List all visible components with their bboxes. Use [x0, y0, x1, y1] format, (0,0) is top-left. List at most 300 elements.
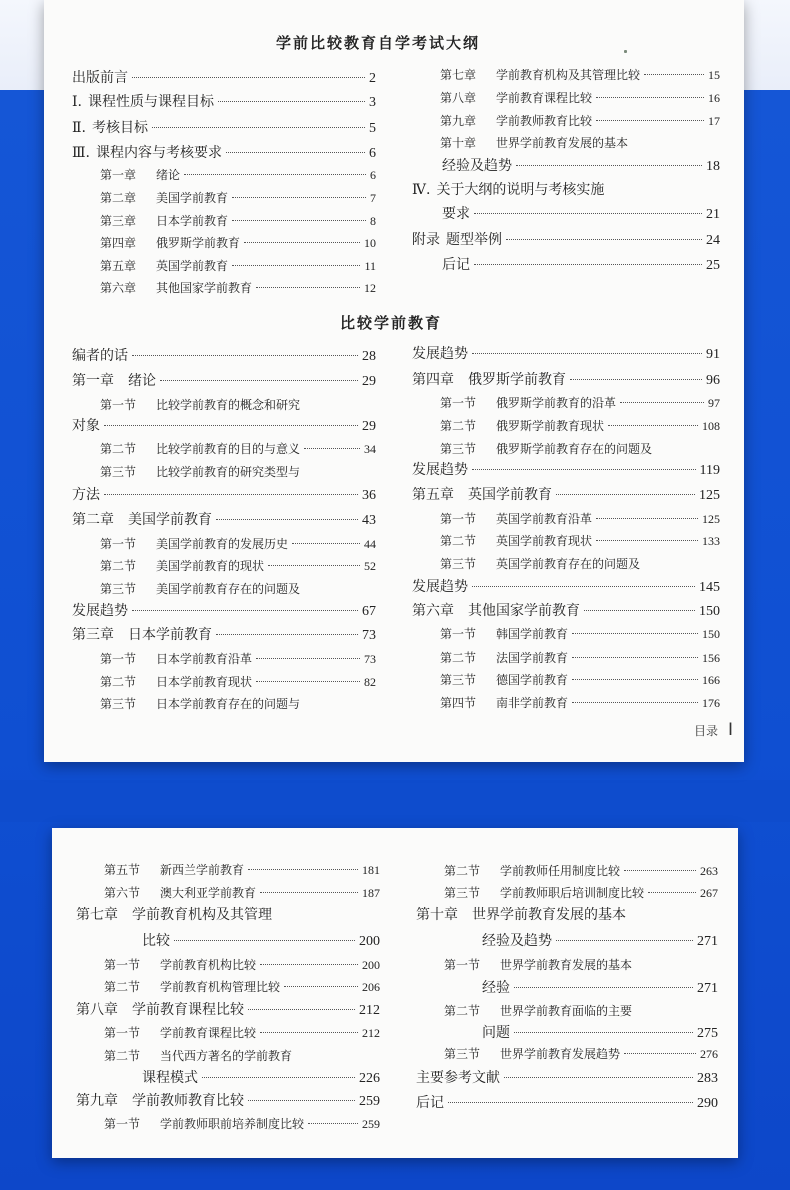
toc-entry [72, 143, 376, 163]
toc-page-2 [52, 828, 738, 1158]
toc-entry [76, 1000, 380, 1020]
toc-entry-page: 181 [362, 863, 380, 877]
toc-leader-dots [256, 681, 360, 682]
toc-entry-title: 经验及趋势 [442, 158, 512, 174]
toc-entry-page: 73 [362, 628, 376, 643]
toc-entry-title: 课程内容与考核要求 [95, 145, 222, 161]
toc-entry [444, 883, 718, 903]
toc-entry-page: 91 [706, 347, 720, 362]
toc-entry-title: 发展趋势 [412, 346, 468, 362]
toc-entry [100, 579, 376, 599]
toc-entry [104, 883, 380, 903]
toc-leader-dots [596, 518, 698, 519]
toc-entry [100, 439, 376, 459]
toc-entry-number: 第二章 [100, 191, 137, 205]
toc-entry-title: 关于大纲的说明与考核实施 [436, 182, 605, 198]
toc-entry-number: 第九章 [440, 114, 477, 128]
toc-leader-dots [104, 425, 358, 426]
toc-entry [104, 977, 380, 997]
toc-entry-page: 150 [702, 627, 720, 641]
toc-entry-number: 第三节 [440, 442, 477, 456]
toc-leader-dots [132, 610, 358, 611]
toc-entry-number: 第二章 [72, 512, 114, 528]
page-footer [694, 720, 733, 740]
toc-leader-dots [132, 355, 358, 356]
toc-entry-number: 第五节 [104, 863, 141, 877]
toc-entry-title: 问题 [482, 1025, 510, 1041]
toc-entry [100, 211, 376, 231]
toc-entry-title: 日本学前教育 [128, 627, 212, 643]
toc-entry [100, 165, 376, 185]
toc-entry-number: 第二节 [444, 864, 481, 878]
toc-entry-page: 6 [370, 168, 376, 182]
toc-entry [440, 531, 720, 551]
toc-leader-dots [556, 494, 695, 495]
toc-entry-number: 第六章 [100, 281, 137, 295]
toc-entry-page: 259 [359, 1094, 380, 1109]
toc-leader-dots [292, 543, 360, 544]
toc-entry-page: 28 [362, 349, 376, 364]
toc-entry [72, 371, 376, 391]
toc-leader-dots [620, 402, 704, 403]
toc-entry-page: 156 [702, 651, 720, 665]
toc-entry [100, 256, 376, 276]
toc-entry-title: 对象 [72, 418, 100, 434]
toc-entry-number: 第一章 [72, 373, 114, 389]
toc-leader-dots [260, 1032, 358, 1033]
toc-entry-number: 第七章 [76, 907, 118, 923]
toc-leader-dots [202, 1077, 355, 1078]
toc-entry-number: 第二节 [104, 1049, 141, 1063]
toc-entry [76, 1091, 380, 1111]
toc-entry-number: 第一节 [100, 398, 137, 412]
toc-entry [72, 601, 376, 621]
toc-leader-dots [472, 469, 696, 470]
toc-entry [482, 978, 718, 998]
toc-entry-title: 德国学前教育 [496, 673, 569, 687]
toc-entry [440, 693, 720, 713]
toc-entry [104, 1114, 380, 1134]
toc-leader-dots [260, 892, 358, 893]
toc-entry-page: 206 [362, 980, 380, 994]
toc-entry-page: 34 [364, 442, 376, 456]
toc-entry-title: 后记 [442, 257, 470, 273]
toc-entry-title: 比较学前教育的概念和研究 [156, 398, 301, 412]
toc-entry-title: 英国学前教育 [468, 487, 552, 503]
toc-entry-title: 俄罗斯学前教育 [468, 372, 566, 388]
toc-entry [72, 118, 376, 138]
toc-entry-page: 11 [364, 259, 376, 273]
toc-leader-dots [216, 519, 358, 520]
toc-entry-number: 第三节 [440, 557, 477, 571]
toc-entry-title: 发展趋势 [72, 603, 128, 619]
toc-leader-dots [506, 239, 702, 240]
toc-entry-title: 比较学前教育的研究类型与 [156, 465, 301, 479]
toc-entry-number: 第九章 [76, 1093, 118, 1109]
toc-entry-title: 经验及趋势 [482, 933, 552, 949]
toc-leader-dots [474, 213, 702, 214]
toc-entry-page: 8 [370, 214, 376, 228]
toc-entry-page: 25 [706, 258, 720, 273]
toc-entry-title: 英国学前教育沿革 [496, 512, 593, 526]
toc-page-1 [44, 0, 744, 762]
toc-entry [72, 346, 376, 366]
toc-leader-dots [132, 77, 365, 78]
toc-leader-dots [570, 379, 702, 380]
toc-entry-page: 96 [706, 373, 720, 388]
toc-entry [440, 439, 720, 459]
toc-entry-title: 学前教育课程比较 [496, 91, 593, 105]
toc-entry-number: 第三章 [72, 627, 114, 643]
toc-entry-page: 275 [697, 1026, 718, 1041]
toc-entry-number: 第二节 [100, 675, 137, 689]
toc-entry [100, 672, 376, 692]
toc-entry-number: 第三节 [444, 886, 481, 900]
toc-entry [440, 416, 720, 436]
toc-entry-page: 36 [362, 488, 376, 503]
toc-leader-dots [152, 127, 365, 128]
toc-entry-number: 第一章 [100, 168, 137, 182]
toc-entry-page: 10 [364, 236, 376, 250]
toc-entry [72, 510, 376, 530]
toc-leader-dots [596, 97, 704, 98]
toc-entry-title: 发展趋势 [412, 579, 468, 595]
toc-entry-title: 考核目标 [91, 120, 148, 136]
toc-entry-page: 67 [362, 604, 376, 619]
outline-title: 学前比较教育自学考试大纲 [276, 34, 481, 52]
toc-entry [104, 955, 380, 975]
toc-entry [100, 462, 376, 482]
toc-entry-title: 韩国学前教育 [496, 627, 569, 641]
toc-entry-number: 第三节 [100, 697, 137, 711]
toc-entry-page: 283 [697, 1071, 718, 1086]
toc-entry-title: 南非学前教育 [496, 696, 569, 710]
toc-entry-page: 24 [706, 233, 720, 248]
toc-leader-dots [624, 1053, 696, 1054]
toc-leader-dots [174, 940, 355, 941]
toc-entry-page: 119 [699, 463, 720, 478]
toc-entry [444, 861, 718, 881]
toc-entry-number: 第一节 [440, 512, 477, 526]
toc-leader-dots [472, 353, 702, 354]
toc-leader-dots [514, 987, 693, 988]
toc-entry-number: 第二节 [100, 442, 137, 456]
toc-entry-page: 18 [706, 159, 720, 174]
toc-entry [482, 931, 718, 951]
toc-entry-title: 学前教育机构管理比较 [160, 980, 281, 994]
toc-entry [416, 1068, 718, 1088]
toc-entry [76, 905, 380, 925]
toc-entry-page: 29 [362, 419, 376, 434]
toc-entry-number: 第一节 [440, 627, 477, 641]
toc-entry-number: 第三节 [100, 465, 137, 479]
toc-entry-number: 第一节 [104, 958, 141, 972]
toc-entry-number: 第五章 [100, 259, 137, 273]
toc-entry-page: 212 [362, 1026, 380, 1040]
toc-entry-number: 第一节 [100, 537, 137, 551]
toc-leader-dots [448, 1102, 693, 1103]
toc-entry [442, 156, 720, 176]
toc-entry-page: 16 [708, 91, 720, 105]
toc-entry-number: 第六章 [412, 603, 454, 619]
toc-entry-title: 比较 [142, 933, 170, 949]
toc-leader-dots [104, 494, 358, 495]
toc-entry-title: 方法 [72, 487, 100, 503]
toc-entry-page: 276 [700, 1047, 718, 1061]
toc-entry [440, 65, 720, 85]
toc-entry-title: 学前教育机构及其管理 [132, 907, 272, 923]
toc-entry-page: 200 [359, 934, 380, 949]
toc-entry [440, 670, 720, 690]
toc-entry-title: 俄罗斯学前教育现状 [496, 419, 605, 433]
toc-leader-dots [260, 964, 358, 965]
toc-entry [444, 955, 718, 975]
toc-entry-number: 第八章 [76, 1002, 118, 1018]
toc-leader-dots [160, 380, 358, 381]
toc-entry-title: 日本学前教育 [156, 214, 229, 228]
toc-leader-dots [572, 657, 698, 658]
toc-leader-dots [474, 264, 702, 265]
toc-entry [482, 1023, 718, 1043]
toc-entry [416, 1093, 718, 1113]
toc-entry-page: 29 [362, 374, 376, 389]
toc-entry [100, 649, 376, 669]
toc-entry-title: 美国学前教育的现状 [156, 559, 265, 573]
toc-entry-page: 259 [362, 1117, 380, 1131]
toc-entry-number: 第二节 [440, 534, 477, 548]
toc-entry [412, 344, 720, 364]
toc-entry-number: 第八章 [440, 91, 477, 105]
toc-entry [100, 534, 376, 554]
toc-entry-page: 15 [708, 68, 720, 82]
toc-entry-number: 第二节 [440, 419, 477, 433]
toc-leader-dots [304, 448, 360, 449]
toc-entry-title: 英国学前教育 [156, 259, 229, 273]
toc-leader-dots [556, 940, 693, 941]
toc-entry-page: 212 [359, 1003, 380, 1018]
toc-entry [440, 648, 720, 668]
toc-entry-number: 第二节 [100, 559, 137, 573]
toc-entry [100, 694, 376, 714]
toc-entry-number: 第三节 [440, 673, 477, 687]
toc-entry-number: 第二节 [440, 651, 477, 665]
toc-entry-page: 290 [697, 1096, 718, 1111]
toc-entry-title: 发展趋势 [412, 462, 468, 478]
toc-entry-page: 267 [700, 886, 718, 900]
toc-entry-number: 第二节 [444, 1004, 481, 1018]
toc-entry [412, 577, 720, 597]
toc-entry-page: 226 [359, 1071, 380, 1086]
toc-entry-page: 43 [362, 513, 376, 528]
toc-entry-page: 145 [699, 580, 720, 595]
toc-leader-dots [572, 679, 698, 680]
toc-leader-dots [248, 1100, 355, 1101]
toc-entry-page: 73 [364, 652, 376, 666]
toc-entry-title: 学前教育课程比较 [132, 1002, 244, 1018]
toc-leader-dots [256, 287, 360, 288]
footer-page-number: Ⅰ [728, 720, 734, 739]
toc-entry-page: 187 [362, 886, 380, 900]
toc-entry-number: 第二节 [104, 980, 141, 994]
toc-entry-title: 世界学前教育发展的基本 [496, 136, 629, 150]
toc-entry-title: 俄罗斯学前教育的沿革 [496, 396, 617, 410]
toc-leader-dots [226, 152, 365, 153]
toc-leader-dots [596, 120, 704, 121]
toc-entry-number: 第四节 [440, 696, 477, 710]
toc-entry-page: 263 [700, 864, 718, 878]
toc-entry [412, 460, 720, 480]
toc-leader-dots [648, 892, 696, 893]
toc-entry-page: 108 [702, 419, 720, 433]
toc-entry-title: 学前教育机构比较 [160, 958, 257, 972]
toc-entry-title: 其他国家学前教育 [156, 281, 253, 295]
toc-entry-title: 编者的话 [72, 348, 128, 364]
toc-entry [440, 393, 720, 413]
footer-label: 目录 [694, 724, 719, 738]
toc-entry [100, 188, 376, 208]
toc-entry-title: 学前教师教育比较 [496, 114, 593, 128]
toc-leader-dots [308, 1123, 358, 1124]
toc-entry-title: 英国学前教育现状 [496, 534, 593, 548]
toc-entry [412, 485, 720, 505]
toc-entry-title: 日本学前教育存在的问题与 [156, 697, 301, 711]
toc-leader-dots [572, 633, 698, 634]
toc-entry-title: 世界学前教育发展的基本 [500, 958, 633, 972]
toc-entry-page: 166 [702, 673, 720, 687]
toc-entry-title: 美国学前教育 [128, 512, 212, 528]
toc-entry-page: 125 [702, 512, 720, 526]
toc-entry-number: 第五章 [412, 487, 454, 503]
toc-entry-number: Ⅰ. [72, 94, 82, 110]
toc-entry-title: 英国学前教育存在的问题及 [496, 557, 641, 571]
toc-entry-page: 176 [702, 696, 720, 710]
toc-entry-title: 俄罗斯学前教育 [156, 236, 241, 250]
toc-entry-title: 课程性质与课程目标 [87, 94, 214, 110]
toc-entry-page: 82 [364, 675, 376, 689]
toc-leader-dots [184, 174, 366, 175]
toc-entry-title: 美国学前教育存在的问题及 [156, 582, 301, 596]
toc-entry [104, 1023, 380, 1043]
toc-entry-title: 学前教师职前培养制度比较 [160, 1117, 305, 1131]
toc-leader-dots [572, 702, 698, 703]
toc-entry-number: 第一节 [444, 958, 481, 972]
toc-entry-page: 271 [697, 934, 718, 949]
toc-entry [440, 133, 720, 153]
toc-entry-number: 第十章 [440, 136, 477, 150]
toc-entry-number: 附录 [412, 232, 440, 248]
toc-entry-title: 要求 [442, 206, 470, 222]
toc-entry [440, 88, 720, 108]
toc-leader-dots [256, 658, 360, 659]
toc-entry [72, 92, 376, 112]
toc-entry-title: 学前教师任用制度比较 [500, 864, 621, 878]
toc-entry-title: 日本学前教育现状 [156, 675, 253, 689]
toc-entry-title: 其他国家学前教育 [468, 603, 580, 619]
toc-entry [412, 601, 720, 621]
toc-entry [442, 204, 720, 224]
toc-entry-title: 法国学前教育 [496, 651, 569, 665]
toc-entry [104, 860, 380, 880]
toc-entry-page: 5 [369, 121, 376, 136]
toc-entry-page: 133 [702, 534, 720, 548]
toc-leader-dots [216, 634, 358, 635]
toc-entry [72, 416, 376, 436]
toc-entry-title: 世界学前教育面临的主要 [500, 1004, 633, 1018]
toc-entry [444, 1044, 718, 1064]
toc-entry [440, 509, 720, 529]
toc-entry-title: 美国学前教育的发展历史 [156, 537, 289, 551]
toc-entry-number: 第六节 [104, 886, 141, 900]
toc-entry-title: 绪论 [156, 168, 181, 182]
toc-entry-title: 美国学前教育 [156, 191, 229, 205]
toc-entry [142, 931, 380, 951]
toc-entry-number: 第十章 [416, 907, 458, 923]
toc-entry-title: 题型举例 [446, 232, 502, 248]
toc-entry-number: 第三章 [100, 214, 137, 228]
toc-entry [104, 1046, 380, 1066]
toc-entry-number: 第一节 [440, 396, 477, 410]
toc-entry-page: 17 [708, 114, 720, 128]
toc-entry-number: Ⅲ. [72, 145, 90, 161]
toc-entry [440, 554, 720, 574]
toc-entry-title: 学前教育课程比较 [160, 1026, 257, 1040]
toc-entry-title: 世界学前教育发展的基本 [472, 907, 626, 923]
toc-leader-dots [472, 586, 695, 587]
toc-leader-dots [644, 74, 704, 75]
toc-entry-title: 学前教师职后培训制度比较 [500, 886, 645, 900]
speck [624, 50, 627, 53]
toc-leader-dots [248, 1009, 355, 1010]
toc-entry-page: 52 [364, 559, 376, 573]
toc-entry-page: 7 [370, 191, 376, 205]
toc-leader-dots [244, 242, 360, 243]
toc-entry-title: 新西兰学前教育 [160, 863, 245, 877]
toc-entry-page: 125 [699, 488, 720, 503]
toc-entry-page: 2 [369, 71, 376, 86]
toc-entry [100, 556, 376, 576]
toc-leader-dots [514, 1032, 693, 1033]
toc-entry-number: 第四章 [100, 236, 137, 250]
toc-entry-title: 澳大利亚学前教育 [160, 886, 257, 900]
toc-entry-number: 第一节 [104, 1117, 141, 1131]
toc-leader-dots [596, 540, 698, 541]
toc-entry-page: 3 [369, 95, 376, 110]
toc-entry [412, 230, 720, 250]
toc-entry [440, 624, 720, 644]
toc-entry-title: 当代西方著名的学前教育 [160, 1049, 293, 1063]
toc-entry-title: 课程模式 [142, 1070, 198, 1086]
toc-entry-title: 比较学前教育的目的与意义 [156, 442, 301, 456]
toc-leader-dots [608, 425, 698, 426]
toc-leader-dots [232, 265, 360, 266]
toc-entry [100, 233, 376, 253]
toc-entry-title: 经验 [482, 980, 510, 996]
toc-entry-number: 第四章 [412, 372, 454, 388]
toc-leader-dots [504, 1077, 693, 1078]
toc-leader-dots [584, 610, 695, 611]
blue-band [0, 780, 790, 822]
toc-entry-page: 44 [364, 537, 376, 551]
toc-entry-title: 绪论 [128, 373, 156, 389]
toc-leader-dots [516, 165, 702, 166]
toc-entry-page: 150 [699, 604, 720, 619]
toc-entry-number: 第三节 [444, 1047, 481, 1061]
toc-entry-title: 学前教育机构及其管理比较 [496, 68, 641, 82]
toc-entry [142, 1068, 380, 1088]
toc-entry-title: 日本学前教育沿革 [156, 652, 253, 666]
toc-leader-dots [232, 220, 366, 221]
toc-entry-number: 第三节 [100, 582, 137, 596]
